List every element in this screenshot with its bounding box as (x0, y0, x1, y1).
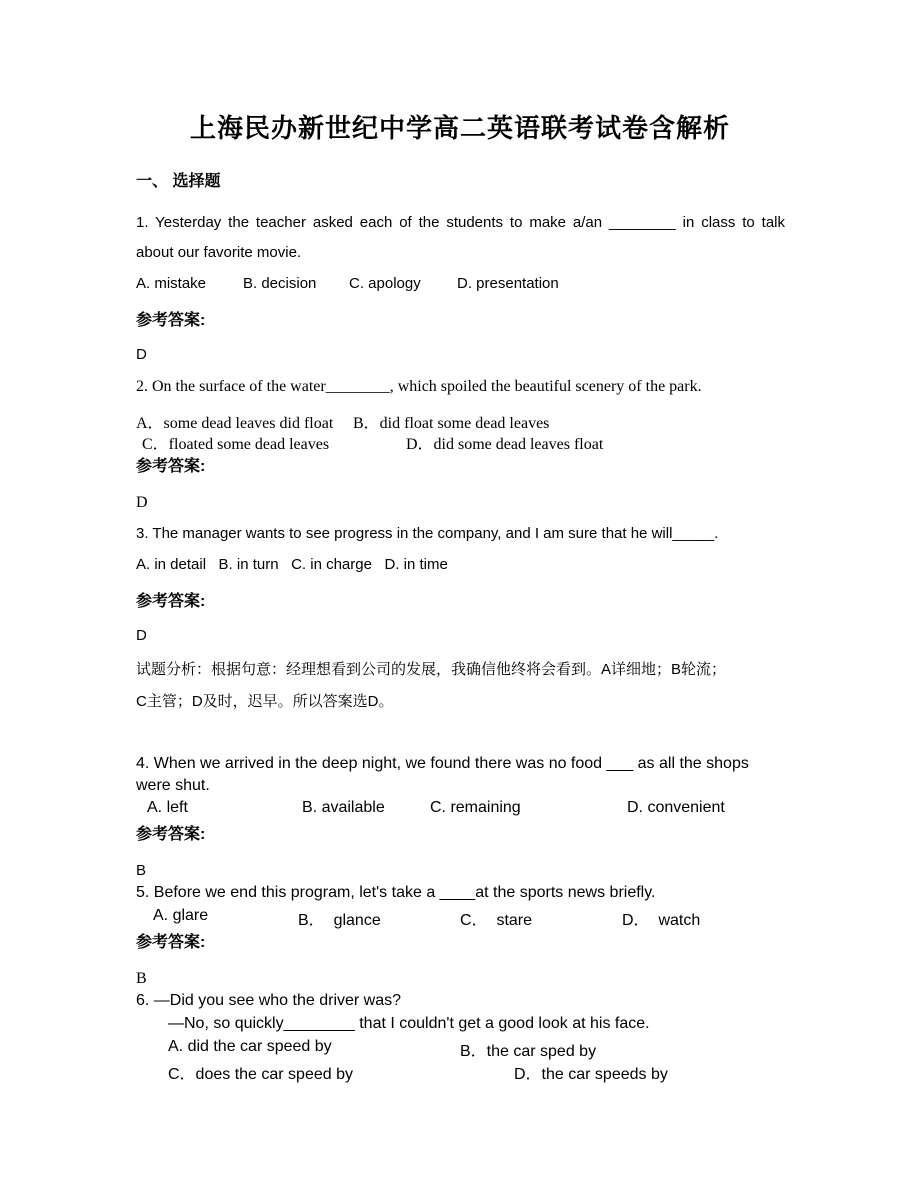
q4-answer: B (136, 862, 147, 879)
q5-option-d: D． watch (622, 912, 701, 929)
q6-option-a: A. did the car speed by (168, 1038, 332, 1055)
q5-answer: B (136, 970, 147, 987)
q4-option-b: B. available (302, 799, 385, 816)
q6-option-c: C．does the car speed by (168, 1066, 353, 1083)
q5-answer-label: 参考答案: (136, 934, 206, 951)
q2-option-d: D．did some dead leaves float (406, 436, 604, 453)
q2-option-a: A．some dead leaves did float (136, 415, 334, 432)
q1-option-b: B. decision (243, 275, 317, 292)
q4-option-c: C. remaining (430, 799, 521, 816)
q2-stem: 2. On the surface of the water________, which spoiled the beautiful scenery of the park. (136, 378, 702, 395)
q6-stem-line2: —No, so quickly________ that I couldn't get a good look at his face. (168, 1015, 650, 1032)
q1-answer: D (136, 346, 147, 363)
q5-option-b: B． glance (298, 912, 381, 929)
q4-stem-line1: 4. When we arrived in the deep night, we found there was no food ___ as all the shops (136, 755, 749, 772)
q3-analysis-line1: 试题分析：根据句意：经理想看到公司的发展，我确信他终将会看到。A详细地；B轮流； (136, 661, 727, 678)
q1-option-c: C. apology (349, 275, 421, 292)
section-heading: 一、 选择题 (136, 173, 221, 190)
q1-stem-line1: 1. Yesterday the teacher asked each of the students to make a/an ________ in class to talk (136, 214, 785, 231)
q4-option-a: A. left (147, 799, 188, 816)
q1-option-a: A. mistake (136, 275, 207, 292)
q5-stem: 5. Before we end this program, let's take a ____at the sports news briefly. (136, 884, 656, 901)
q4-answer-label: 参考答案: (136, 826, 206, 843)
q6-stem-line1: 6. —Did you see who the driver was? (136, 992, 402, 1009)
q2-option-b: B．did float some dead leaves (353, 415, 550, 432)
document-title: 上海民办新世纪中学高二英语联考试卷含解析 (189, 114, 730, 144)
q5-option-c: C． stare (460, 912, 533, 929)
q3-answer-label: 参考答案: (136, 593, 206, 610)
q2-option-c: C．floated some dead leaves (142, 436, 330, 453)
q6-option-d: D．the car speeds by (514, 1066, 668, 1083)
q4-option-d: D. convenient (627, 799, 725, 816)
q4-stem-line2: were shut. (136, 777, 210, 794)
q3-options: A. in detail B. in turn C. in charge D. in time (136, 556, 448, 573)
q2-answer-label: 参考答案: (136, 458, 206, 475)
q2-answer: D (136, 494, 148, 511)
q3-stem: 3. The manager wants to see progress in the company, and I am sure that he will_____. (136, 525, 719, 542)
q5-option-a: A. glare (153, 907, 209, 924)
q1-answer-label: 参考答案: (136, 312, 206, 329)
q3-answer: D (136, 627, 147, 644)
q1-stem-line2: about our favorite movie. (136, 244, 302, 261)
q1-option-d: D. presentation (457, 275, 559, 292)
q3-analysis-line2: C主管；D及时，迟早。所以答案选D。 (136, 693, 394, 710)
q6-option-b: B．the car sped by (460, 1043, 597, 1060)
